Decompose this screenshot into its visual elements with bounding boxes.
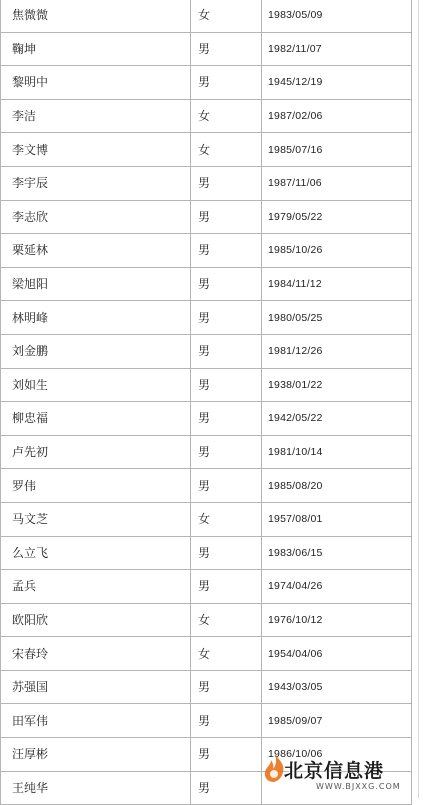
name-cell: 欧阳欣 [1,603,191,637]
name-cell: 苏强国 [1,670,191,704]
birthdate-cell: 1985/09/07 [262,704,412,738]
name-cell: 孟兵 [1,570,191,604]
gender-cell: 女 [191,502,262,536]
table-row [1,267,412,301]
birthdate-cell: 1984/11/12 [262,267,412,301]
name-cell: 李洁 [1,99,191,133]
birthdate-cell: 1983/06/15 [262,536,412,570]
table-row [1,200,412,234]
gender-cell: 男 [191,670,262,704]
name-cell: 卢先初 [1,435,191,469]
name-cell: 汪厚彬 [1,738,191,772]
gender-cell: 女 [191,637,262,671]
table-row [1,637,412,671]
gender-cell: 女 [191,0,262,32]
birthdate-cell: 1976/10/12 [262,603,412,637]
table-row [1,368,412,402]
birthdate-cell: 1980/05/25 [262,301,412,335]
table-row [1,334,412,368]
birthdate-cell: 1981/10/14 [262,435,412,469]
name-cell: 王纯华 [1,771,191,805]
gender-cell: 男 [191,234,262,268]
table-row [1,66,412,100]
table-row [1,99,412,133]
gender-cell: 男 [191,435,262,469]
page-edge-divider [418,0,419,798]
name-cell: 罗伟 [1,469,191,503]
gender-cell: 男 [191,267,262,301]
gender-cell: 女 [191,133,262,167]
gender-cell: 男 [191,334,262,368]
birthdate-cell: 1985/08/20 [262,469,412,503]
table-row [1,0,412,32]
table-row [1,536,412,570]
birthdate-cell: 1982/11/07 [262,32,412,66]
name-cell: 么立飞 [1,536,191,570]
table-row [1,704,412,738]
name-cell: 李宇辰 [1,166,191,200]
table-row [1,234,412,268]
birthdate-cell: 1954/04/06 [262,637,412,671]
table-row [1,469,412,503]
name-cell: 黎明中 [1,66,191,100]
table-row [1,402,412,436]
gender-cell: 男 [191,738,262,772]
name-cell: 马文芝 [1,502,191,536]
table-row [1,133,412,167]
birthdate-cell: 1986/10/06 [262,738,412,772]
table-row [1,435,412,469]
birthdate-cell: 1943/03/05 [262,670,412,704]
name-cell: 田军伟 [1,704,191,738]
name-cell: 梁旭阳 [1,267,191,301]
name-cell: 李文博 [1,133,191,167]
table-row [1,570,412,604]
name-cell: 林明峰 [1,301,191,335]
gender-cell: 男 [191,771,262,805]
birthdate-cell: 1938/01/22 [262,368,412,402]
name-cell: 宋春玲 [1,637,191,671]
birthdate-cell: 1945/12/19 [262,66,412,100]
watermark-logo [262,752,420,798]
gender-cell: 男 [191,402,262,436]
gender-cell: 男 [191,536,262,570]
table-row [1,166,412,200]
birthdate-cell: 1942/05/22 [262,402,412,436]
birthdate-cell: 1985/07/16 [262,133,412,167]
watermark-url: WWW.BJXXG.COM [316,782,401,791]
table-row [1,670,412,704]
name-cell: 李志欣 [1,200,191,234]
name-cell: 鞠坤 [1,32,191,66]
gender-cell: 男 [191,166,262,200]
gender-cell: 男 [191,368,262,402]
gender-cell: 女 [191,99,262,133]
birthdate-cell: 1979/05/22 [262,200,412,234]
birthdate-cell: 1983/05/09 [262,0,412,32]
watermark-title: 北京信息港 [284,760,385,782]
table-row [1,603,412,637]
gender-cell: 男 [191,32,262,66]
birthdate-cell: 1985/10/26 [262,234,412,268]
table-row [1,301,412,335]
birthdate-cell: 1957/08/01 [262,502,412,536]
birthdate-cell: 1974/04/26 [262,570,412,604]
table-row [1,502,412,536]
birthdate-cell: 1987/11/06 [262,166,412,200]
gender-cell: 男 [191,704,262,738]
name-cell: 刘金鹏 [1,334,191,368]
gender-cell: 男 [191,301,262,335]
gender-cell: 男 [191,469,262,503]
gender-cell: 男 [191,200,262,234]
gender-cell: 男 [191,570,262,604]
birthdate-cell: 1981/12/26 [262,334,412,368]
name-cell: 柳忠福 [1,402,191,436]
gender-cell: 女 [191,603,262,637]
name-cell: 栗延林 [1,234,191,268]
table-row [1,32,412,66]
birthdate-cell: 1987/02/06 [262,99,412,133]
gender-cell: 男 [191,66,262,100]
name-cell: 刘如生 [1,368,191,402]
name-cell: 焦微微 [1,0,191,32]
records-table-body [1,0,412,805]
